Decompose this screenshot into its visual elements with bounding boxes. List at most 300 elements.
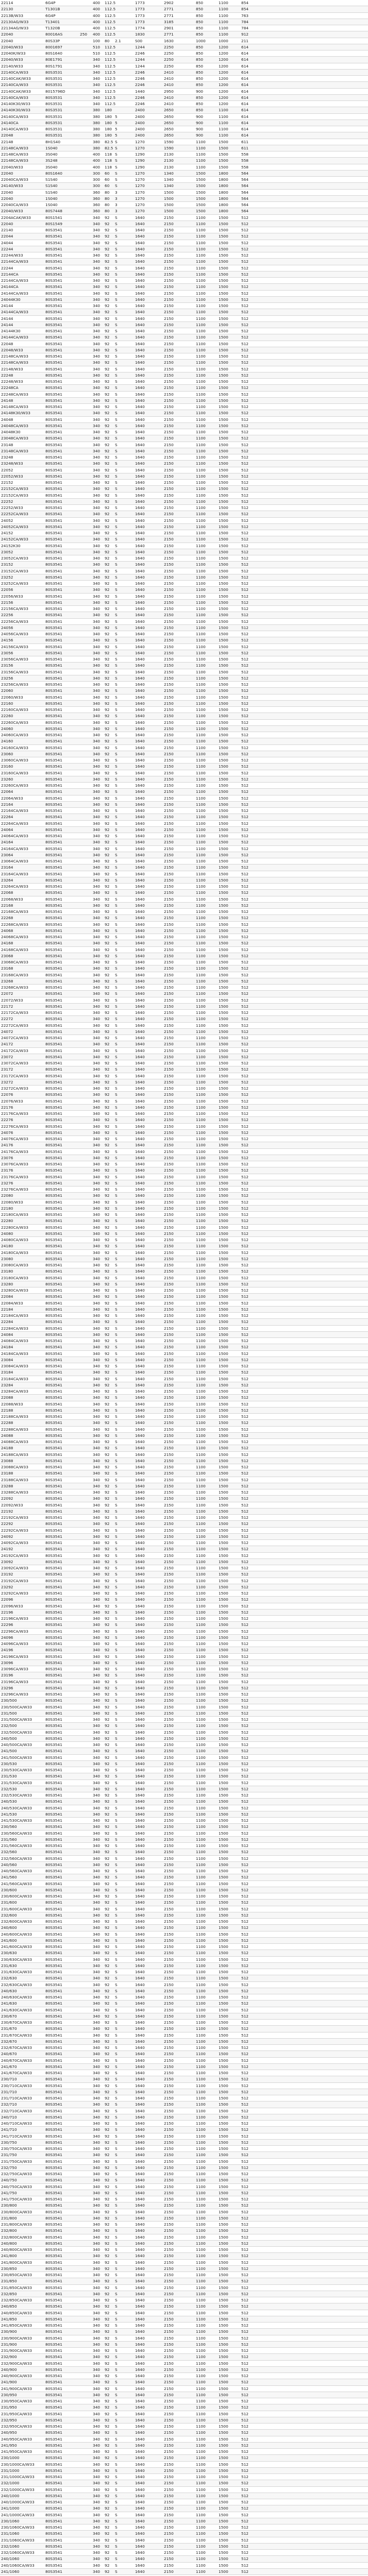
table-row — [0, 701, 368, 707]
table-cell: 512 — [241, 923, 263, 926]
table-cell: 2150 — [164, 1402, 186, 1406]
table-cell: 1640 — [135, 1269, 153, 1273]
table-cell: 1500 — [219, 1529, 239, 1532]
table-cell: 1200 — [219, 83, 239, 87]
table-cell: 232/1000 — [1, 2481, 44, 2485]
table-cell: 512 — [241, 1093, 263, 1096]
table-cell: 92 — [105, 323, 114, 327]
table-cell: 1500 — [219, 1699, 239, 1702]
table-cell: 1100 — [196, 872, 216, 876]
table-cell: S — [115, 2551, 125, 2554]
table-cell: 22268 — [1, 916, 44, 920]
table-cell: 80S3541 — [45, 979, 78, 983]
table-cell: 1500 — [219, 2298, 239, 2302]
table-cell: 340 — [93, 2330, 103, 2333]
table-cell: 1640 — [135, 1465, 153, 1469]
table-cell: 2150 — [164, 2298, 186, 2302]
table-cell: 1100 — [196, 2147, 216, 2150]
table-cell: 1640 — [135, 1958, 153, 1961]
table-cell: 118 — [105, 152, 114, 156]
table-cell: 1100 — [196, 815, 216, 819]
table-cell: 2150 — [164, 544, 186, 548]
table-row — [0, 631, 368, 637]
table-cell: S — [115, 1541, 125, 1545]
table-cell: 1500 — [219, 626, 239, 630]
table-cell: 1640 — [135, 2431, 153, 2434]
table-cell: 92 — [105, 935, 114, 939]
table-cell: 240/670CA/W33 — [1, 2059, 44, 2062]
table-cell: 2150 — [164, 329, 186, 333]
table-cell: 250 — [80, 32, 91, 36]
table-cell: 340 — [93, 228, 103, 232]
table-cell: 380 — [93, 108, 103, 112]
table-row — [0, 549, 368, 555]
table-cell: 23084CA/W33 — [1, 1364, 44, 1368]
table-cell: 512 — [241, 696, 263, 699]
table-cell: 1640 — [135, 494, 153, 497]
table-cell: 512 — [241, 1314, 263, 1317]
table-cell: 1500 — [219, 146, 239, 150]
table-cell: 1500 — [219, 1875, 239, 1879]
table-cell: 92 — [105, 1232, 114, 1235]
table-cell: 340 — [93, 2166, 103, 2170]
table-cell: 340 — [93, 2526, 103, 2529]
table-cell: 512 — [241, 1554, 263, 1557]
table-cell: 512 — [241, 2304, 263, 2308]
table-cell: 340 — [93, 2532, 103, 2535]
table-cell: 1100 — [196, 1358, 216, 1362]
table-cell: 512 — [241, 1446, 263, 1450]
table-cell: 80S3541 — [45, 803, 78, 806]
table-cell: 1100 — [196, 1529, 216, 1532]
table-cell: 512 — [241, 1743, 263, 1747]
table-cell: 512 — [241, 1490, 263, 1494]
table-cell: 512 — [241, 1692, 263, 1696]
table-cell: 512 — [241, 1364, 263, 1368]
table-cell: 2150 — [164, 1800, 186, 1803]
table-cell: S — [115, 1036, 125, 1040]
table-cell: 512 — [241, 1535, 263, 1538]
table-cell: 1640 — [135, 1781, 153, 1785]
table-cell: S — [115, 1168, 125, 1172]
table-cell: 92 — [105, 2027, 114, 2030]
table-cell: 24052CA/W33 — [1, 525, 44, 529]
table-cell: 92 — [105, 834, 114, 838]
table-cell: 92 — [105, 1554, 114, 1557]
table-cell: 1500 — [219, 1232, 239, 1235]
table-cell: 340 — [93, 714, 103, 718]
table-cell: 1500 — [219, 424, 239, 428]
table-row — [0, 334, 368, 341]
table-cell: 1640 — [135, 1636, 153, 1639]
table-cell: 1800 — [219, 172, 239, 175]
table-cell: 1100 — [196, 2292, 216, 2296]
table-cell: 2150 — [164, 657, 186, 661]
table-cell: 1500 — [219, 752, 239, 756]
table-cell: 23184CA/W33 — [1, 1377, 44, 1381]
table-cell: 340 — [93, 2008, 103, 2012]
table-cell: 22252CA/W33 — [1, 512, 44, 516]
table-cell: 1100 — [196, 537, 216, 541]
table-cell: S — [115, 714, 125, 718]
table-cell: 92 — [105, 1358, 114, 1362]
table-cell: 92 — [105, 595, 114, 598]
table-cell: 512 — [241, 1168, 263, 1172]
table-cell: 1500 — [219, 1535, 239, 1538]
table-cell: 1500 — [219, 2014, 239, 2018]
table-cell: 512 — [241, 2065, 263, 2069]
table-cell: 80S3541 — [45, 1244, 78, 1248]
table-cell: 1640 — [135, 601, 153, 604]
table-cell: 512 — [241, 878, 263, 882]
table-cell: S — [115, 2027, 125, 2030]
table-cell: 1640 — [135, 1226, 153, 1229]
table-cell: 2150 — [164, 1024, 186, 1027]
table-cell: 2150 — [164, 727, 186, 731]
table-cell: S00 — [135, 39, 153, 43]
table-cell: 1640 — [135, 733, 153, 737]
table-cell: 80S3541 — [45, 1541, 78, 1545]
table-cell: 80S3541 — [45, 696, 78, 699]
table-cell: 1100 — [196, 1156, 216, 1160]
table-cell: 80S3541 — [45, 1939, 78, 1942]
table-cell: 80S3541 — [45, 2387, 78, 2391]
table-cell: 23292CA/W33 — [1, 1591, 44, 1595]
table-cell: 1500 — [219, 638, 239, 642]
table-cell: 23068 — [1, 954, 44, 958]
table-cell: 340 — [93, 405, 103, 409]
table-cell: 340 — [93, 1370, 103, 1374]
table-cell: 80S3541 — [45, 683, 78, 686]
table-cell: S — [115, 1383, 125, 1387]
table-cell: 2150 — [164, 335, 186, 339]
table-cell: 2150 — [164, 1774, 186, 1778]
table-cell: S — [115, 418, 125, 421]
table-cell: 1100 — [196, 2185, 216, 2189]
table-cell: 1270 — [135, 146, 153, 150]
table-row — [0, 1136, 368, 1142]
table-cell: S — [115, 525, 125, 529]
table-cell: 512 — [241, 1377, 263, 1381]
table-cell: 80S3541 — [45, 1402, 78, 1406]
table-cell: 1640 — [135, 809, 153, 812]
table-cell: 2150 — [164, 1749, 186, 1753]
table-cell: 80S3541 — [45, 2304, 78, 2308]
table-cell: S — [115, 1263, 125, 1267]
table-row — [0, 398, 368, 404]
table-cell: 1640 — [135, 2500, 153, 2504]
table-cell: 232/900CA/W33 — [1, 2362, 44, 2365]
table-cell: 512 — [241, 2286, 263, 2290]
table-cell: S — [115, 2513, 125, 2517]
table-cell: 22156 — [1, 601, 44, 604]
table-cell: 340 — [93, 2500, 103, 2504]
table-cell: 340 — [93, 1446, 103, 1450]
table-cell: 1500 — [219, 1459, 239, 1463]
table-cell: 512 — [241, 342, 263, 346]
table-cell: S — [115, 2178, 125, 2182]
table-cell: 512 — [241, 361, 263, 364]
table-row — [0, 120, 368, 126]
table-cell: 340 — [93, 1579, 103, 1583]
table-cell: 2150 — [164, 1345, 186, 1349]
table-cell: 1100 — [196, 986, 216, 989]
table-cell: 1100 — [196, 696, 216, 699]
table-cell: S — [115, 2002, 125, 2005]
table-cell: 1640 — [135, 1749, 153, 1753]
table-cell: 512 — [241, 2008, 263, 2012]
table-cell: 512 — [241, 1800, 263, 1803]
table-cell: S — [115, 803, 125, 806]
table-cell: 230/900CA/W33 — [1, 2336, 44, 2340]
table-cell: S — [115, 2418, 125, 2422]
table-cell: 1500 — [219, 1667, 239, 1671]
table-cell: 92 — [105, 2185, 114, 2189]
table-cell: 80S3541 — [45, 897, 78, 901]
table-cell: 512 — [241, 1415, 263, 1418]
table-cell: 512 — [241, 1995, 263, 1999]
table-cell: 2150 — [164, 487, 186, 490]
table-cell: 1640 — [135, 399, 153, 402]
table-cell: 340 — [93, 1232, 103, 1235]
table-cell: 112.5 — [105, 7, 114, 11]
table-cell: 1100 — [196, 2330, 216, 2333]
table-cell: 80S3541 — [45, 1308, 78, 1311]
table-cell: 1100 — [196, 1131, 216, 1134]
table-cell: 400 — [93, 165, 103, 169]
table-cell: 80S3541 — [45, 973, 78, 977]
table-cell: 80S3541 — [45, 1958, 78, 1961]
table-cell: 80S3541 — [45, 2071, 78, 2075]
table-cell: 92 — [105, 2065, 114, 2069]
table-cell: 1100 — [196, 1844, 216, 1848]
table-cell: 92 — [105, 1591, 114, 1595]
table-cell: 512 — [241, 1383, 263, 1387]
table-cell: 340 — [93, 796, 103, 800]
table-cell: 2150 — [164, 784, 186, 787]
table-cell: 2150 — [164, 2134, 186, 2138]
table-cell: 1800 — [219, 191, 239, 194]
table-cell: 1500 — [219, 2002, 239, 2005]
table-cell: 24144 — [1, 317, 44, 320]
table-cell: 80S3541 — [45, 1566, 78, 1570]
table-cell: 340 — [93, 1711, 103, 1715]
table-cell: 80S3541 — [45, 2456, 78, 2460]
table-cell: 92 — [105, 1389, 114, 1393]
table-cell: 92 — [105, 1327, 114, 1330]
table-cell: 340 — [93, 1320, 103, 1324]
table-cell: 92 — [105, 1989, 114, 1993]
table-cell: 340 — [93, 2570, 103, 2573]
table-cell: 512 — [241, 1421, 263, 1425]
table-cell: 2150 — [164, 1510, 186, 1513]
table-cell: 1500 — [196, 209, 216, 213]
table-cell: 1773 — [135, 7, 153, 11]
table-cell: 92 — [105, 1920, 114, 1923]
table-cell: 1500 — [219, 1314, 239, 1317]
table-cell: 2150 — [164, 2166, 186, 2170]
table-cell: 80S3541 — [45, 2324, 78, 2327]
table-cell: 2150 — [164, 1617, 186, 1620]
table-cell: 24084CA/W33 — [1, 1339, 44, 1343]
table-cell: 340 — [93, 455, 103, 459]
table-cell: 512 — [241, 1370, 263, 1374]
table-cell: 1100 — [196, 393, 216, 396]
table-cell: 2150 — [164, 1591, 186, 1595]
table-cell: 340 — [93, 298, 103, 301]
table-cell: 340 — [93, 847, 103, 851]
table-cell: 850 — [196, 14, 216, 18]
table-cell: 80S3541 — [45, 2052, 78, 2056]
table-cell: 512 — [241, 2526, 263, 2529]
table-cell: 340 — [93, 1200, 103, 1204]
table-cell: 1500 — [219, 1061, 239, 1065]
table-cell: 340 — [93, 329, 103, 333]
table-row — [0, 360, 368, 366]
table-cell: S — [115, 2286, 125, 2290]
table-cell: 512 — [241, 2204, 263, 2207]
table-cell: 92 — [105, 1295, 114, 1298]
table-cell: 1500 — [219, 1383, 239, 1387]
table-cell: S — [115, 260, 125, 263]
table-cell: 80S3541 — [45, 1554, 78, 1557]
table-cell: 512 — [241, 1042, 263, 1046]
table-cell: 2150 — [164, 436, 186, 440]
table-cell: 1100 — [196, 1642, 216, 1646]
table-cell: 92 — [105, 1055, 114, 1059]
table-cell: 1500 — [219, 2153, 239, 2157]
table-cell: 92 — [105, 1181, 114, 1185]
table-cell: 1640 — [135, 1731, 153, 1734]
table-cell: 80S3541 — [45, 885, 78, 888]
table-cell: 1100 — [196, 234, 216, 238]
table-cell: 340 — [93, 689, 103, 692]
table-cell: S — [115, 329, 125, 333]
table-cell: 512 — [241, 2343, 263, 2346]
table-cell: 2150 — [164, 1819, 186, 1822]
table-cell: 340 — [93, 1913, 103, 1917]
table-cell: 1100 — [196, 544, 216, 548]
table-cell: 1500 — [219, 1585, 239, 1589]
table-cell: 82.5 — [105, 146, 114, 150]
table-cell: 80S3541 — [45, 1989, 78, 1993]
table-cell: 2150 — [164, 1781, 186, 1785]
table-cell: 340 — [93, 834, 103, 838]
table-cell: 512 — [241, 941, 263, 945]
table-cell: 512 — [241, 885, 263, 888]
table-cell: 231/850 — [1, 2279, 44, 2283]
table-cell: 230/800 — [1, 2204, 44, 2207]
table-cell: 1500 — [219, 1951, 239, 1955]
table-cell: 80S3541 — [45, 1617, 78, 1620]
table-cell: 80S3541 — [45, 2103, 78, 2106]
table-cell: 340 — [93, 840, 103, 844]
table-cell: S — [115, 424, 125, 428]
table-cell: 1100 — [196, 878, 216, 882]
table-cell: 1100 — [196, 689, 216, 692]
table-cell: 80S3531 — [45, 108, 78, 112]
table-cell: 2150 — [164, 393, 186, 396]
table-cell: 92 — [105, 2557, 114, 2561]
table-cell: 92 — [105, 1370, 114, 1374]
table-cell: 1500 — [219, 2216, 239, 2220]
table-row — [0, 101, 368, 107]
table-cell: 1640 — [135, 2317, 153, 2321]
table-cell: 1100 — [196, 2336, 216, 2340]
table-cell: 1270 — [135, 191, 153, 194]
table-cell: 850 — [196, 96, 216, 99]
table-cell: 512 — [241, 354, 263, 358]
table-cell: 2150 — [164, 1869, 186, 1873]
table-cell: 1640 — [135, 853, 153, 857]
table-row — [0, 63, 368, 70]
table-cell: 850 — [196, 77, 216, 80]
table-cell: 1640 — [135, 2090, 153, 2094]
table-cell: S — [115, 1970, 125, 1974]
table-cell: 80S3541 — [45, 1844, 78, 1848]
table-cell: 240/800 — [1, 2242, 44, 2245]
table-cell: 80 — [105, 203, 114, 207]
table-cell: 230/1060 — [1, 2519, 44, 2523]
table-cell: 512 — [241, 531, 263, 535]
table-cell: 22052/W33 — [1, 474, 44, 478]
table-cell: 340 — [93, 1213, 103, 1216]
table-cell: 2150 — [164, 651, 186, 655]
table-row — [0, 139, 368, 145]
table-cell: 512 — [241, 2002, 263, 2005]
table-cell: 80S3541 — [45, 1219, 78, 1223]
table-cell: 24168 — [1, 941, 44, 945]
table-cell: 1500 — [219, 323, 239, 327]
table-cell: 1100 — [196, 1762, 216, 1766]
table-cell: 80S3531 — [45, 83, 78, 87]
table-row — [0, 846, 368, 852]
table-cell: 1500 — [219, 1711, 239, 1715]
table-cell: 92 — [105, 897, 114, 901]
table-cell: 1270 — [135, 172, 153, 175]
table-cell: 80S1549 — [45, 222, 78, 226]
table-cell: 340 — [93, 2046, 103, 2049]
table-cell: 340 — [93, 569, 103, 573]
table-cell: 80S3541 — [45, 1074, 78, 1078]
table-cell: 1640 — [135, 2551, 153, 2554]
table-cell: 22080/W33 — [1, 1200, 44, 1204]
table-cell: 1100 — [196, 1017, 216, 1021]
table-row — [0, 1004, 368, 1010]
table-cell: 92 — [105, 2115, 114, 2119]
table-cell: 512 — [241, 1642, 263, 1646]
table-cell: S — [115, 1251, 125, 1255]
table-cell: 1100 — [196, 1409, 216, 1412]
table-cell: 22260 — [1, 714, 44, 718]
table-cell: 1500 — [219, 954, 239, 958]
table-cell: 1640 — [135, 1857, 153, 1860]
table-cell: 1640 — [135, 374, 153, 377]
table-cell: 512 — [241, 601, 263, 604]
table-cell: 512 — [241, 2160, 263, 2163]
table-cell: 1500 — [219, 1478, 239, 1482]
table-cell: 92 — [105, 386, 114, 389]
table-cell: 340 — [93, 247, 103, 251]
table-cell: 92 — [105, 815, 114, 819]
table-cell: 92 — [105, 601, 114, 604]
table-cell: 1640 — [135, 998, 153, 1002]
table-cell: 1640 — [135, 1667, 153, 1671]
table-cell: 512 — [241, 1844, 263, 1848]
table-cell: 112.5 — [105, 90, 114, 93]
table-cell: 80S3541 — [45, 1591, 78, 1595]
table-cell: S — [115, 1838, 125, 1841]
